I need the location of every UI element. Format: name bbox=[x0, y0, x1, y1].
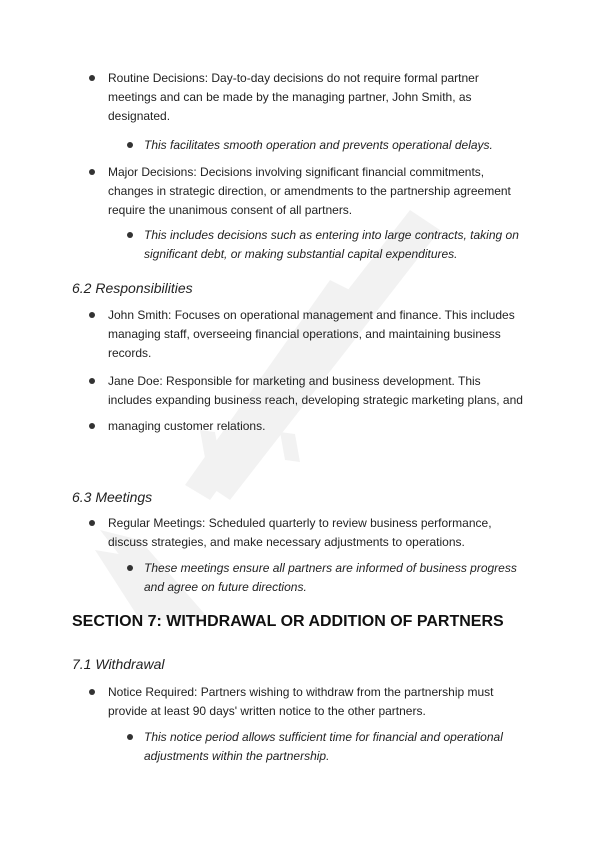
bullet-dot bbox=[89, 423, 95, 429]
bullet-dot bbox=[89, 689, 95, 695]
heading-7-1: 7.1 Withdrawal bbox=[72, 656, 165, 672]
major-decisions-note-line-2: significant debt, or making substantial capital expenditures. bbox=[144, 247, 458, 261]
bullet-dot bbox=[89, 75, 95, 81]
routine-decisions-line-2: meetings and can be made by the managing partner, John Smith, as bbox=[108, 90, 472, 104]
heading-6-3: 6.3 Meetings bbox=[72, 489, 153, 505]
notice-period-note-line-2: adjustments within the partnership. bbox=[144, 749, 330, 763]
sub-bullet-dot bbox=[127, 142, 133, 148]
jane-doe-line-1: Jane Doe: Responsible for marketing and business development. This bbox=[108, 374, 481, 388]
routine-decisions-note: This facilitates smooth operation and prevents operational delays. bbox=[144, 138, 493, 152]
jane-doe-line-2: includes expanding business reach, developing strategic marketing plans, and bbox=[108, 393, 523, 407]
bullet-dot bbox=[89, 378, 95, 384]
customer-relations-line: managing customer relations. bbox=[108, 419, 266, 433]
major-decisions-line-1: Major Decisions: Decisions involving significant financial commitments, bbox=[108, 165, 485, 179]
section-7-heading: SECTION 7: WITHDRAWAL OR ADDITION OF PARTNERS bbox=[72, 613, 504, 630]
major-decisions-line-3: require the unanimous consent of all partners. bbox=[108, 203, 353, 217]
bullet-dot bbox=[89, 312, 95, 318]
regular-meetings-line-2: discuss strategies, and make necessary adjustments to operations. bbox=[108, 535, 465, 549]
routine-decisions-line-3: designated. bbox=[108, 109, 171, 123]
sub-bullet-dot bbox=[127, 734, 133, 740]
major-decisions-line-2: changes in strategic direction, or amendments to the partnership agreement bbox=[108, 184, 511, 198]
heading-6-2: 6.2 Responsibilities bbox=[72, 280, 193, 296]
routine-decisions-line-1: Routine Decisions: Day-to-day decisions do not require formal partner bbox=[108, 71, 479, 85]
regular-meetings-line-1: Regular Meetings: Scheduled quarterly to review business performance, bbox=[108, 516, 492, 530]
notice-required-line-1: Notice Required: Partners wishing to withdraw from the partnership must bbox=[108, 685, 494, 699]
notice-period-note-line-1: This notice period allows sufficient time for financial and operational bbox=[144, 730, 503, 744]
bullet-dot bbox=[89, 520, 95, 526]
regular-meetings-note-line-2: and agree on future directions. bbox=[144, 580, 307, 594]
john-smith-line-3: records. bbox=[108, 346, 152, 360]
sub-bullet-dot bbox=[127, 565, 133, 571]
john-smith-line-1: John Smith: Focuses on operational management and finance. This includes bbox=[108, 308, 515, 322]
john-smith-line-2: managing staff, overseeing financial operations, and maintaining business bbox=[108, 327, 501, 341]
regular-meetings-note-line-1: These meetings ensure all partners are informed of business progress bbox=[144, 561, 517, 575]
notice-required-line-2: provide at least 90 days' written notice to the other partners. bbox=[108, 704, 426, 718]
bullet-dot bbox=[89, 169, 95, 175]
major-decisions-note-line-1: This includes decisions such as entering into large contracts, taking on bbox=[144, 228, 519, 242]
sub-bullet-dot bbox=[127, 232, 133, 238]
